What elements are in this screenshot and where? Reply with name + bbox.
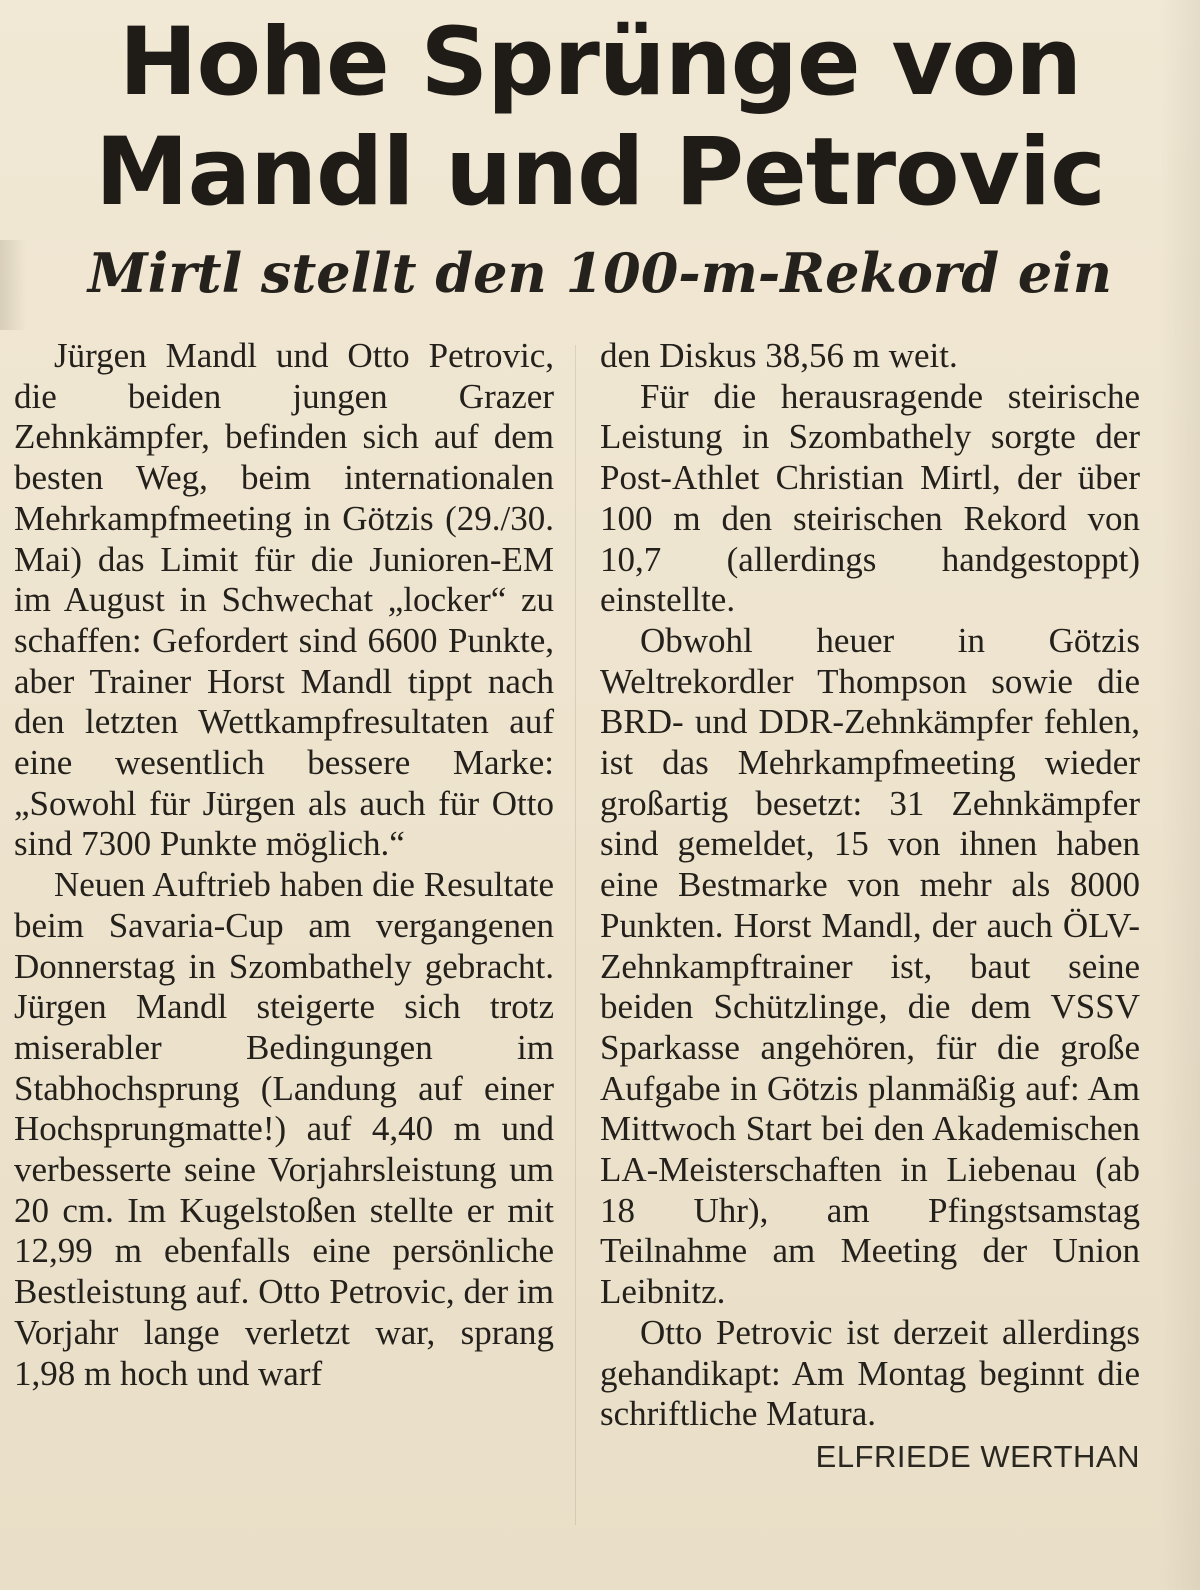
byline: ELFRIEDE WERTHAN [815,1438,1140,1474]
paragraph-matura: Otto Petrovic ist derzeit allerdings gehandikapt: Am Montag beginnt die schriftliche Matura. [600,1312,1140,1434]
column-divider [575,345,576,1525]
headline-line-1: Hohe Sprünge von [118,8,1082,117]
paragraph-intro: Jürgen Mandl und Otto Petrovic, die beiden jungen Grazer Zehnkämpfer, befinden sich auf dem besten Weg, beim internationalen Mehrkampfmeeting in Götzis (29./30. Mai) das Limit für die Junioren-EM im August in Schwechat „locker“ zu schaffen: Gefordert sind 6600 Punkte, aber Trainer Horst Mandl tippt nach den letzten Wettkampfresultaten auf eine wesentlich bessere Marke: „Sowohl für Jürgen als auch für Otto sind 7300 Punkte möglich.“ [14,336,554,864]
headline [40,8,1160,228]
headline-line-2: Mandl und Petrovic [95,118,1105,227]
article-column-left [14,336,554,1394]
page-edge-shadow [1160,0,1200,1590]
paragraph-mirtl: Für die herausragende steirische Leistung in Szombathely sorgte der Post-Athlet Christian Mirtl, der über 100 m den steirischen Rekord von 10,7 (allerdings handgestoppt) einstellte. [600,376,1140,620]
article-column-right [600,336,1140,1477]
adjacent-column-bleed [0,240,26,330]
paragraph-continuation: den Diskus 38,56 m weit. [600,336,958,375]
subheadline: Mirtl stellt den 100-m-Rekord ein [87,241,1113,305]
paragraph-goetzis: Obwohl heuer in Götzis Weltrekordler Thompson sowie die BRD- und DDR-Zehnkämpfer fehlen, ist das Mehrkampfmeeting wieder großartig besetzt: 31 Zehnkämpfer sind gemeldet, 15 von ihnen haben eine Bestmarke von mehr als 8000 Punkten. Horst Mandl, der auch ÖLV-Zehnkampftrainer ist, baut seine beiden Schützlinge, die dem VSSV Sparkasse angehören, für die große Aufgabe in Götzis planmäßig auf: Am Mittwoch Start bei den Akademischen LA-Meisterschaften in Liebenau (ab 18 Uhr), am Pfingstsamstag Teilnahme am Meeting der Union Leibnitz. [600,620,1140,1312]
paragraph-savaria-cup: Neuen Auftrieb haben die Resultate beim Savaria-Cup am vergangenen Donnerstag in Szombathely gebracht. Jürgen Mandl steigerte sich trotz miserabler Bedingungen im Stabhochsprung (Landung auf einer Hochsprungmatte!) auf 4,40 m und verbesserte seine Vorjahrsleistung um 20 cm. Im Kugelstoßen stellte er mit 12,99 m ebenfalls eine persönliche Bestleistung auf. Otto Petrovic, der im Vorjahr lange verletzt war, sprang 1,98 m hoch und warf [14,865,554,1393]
